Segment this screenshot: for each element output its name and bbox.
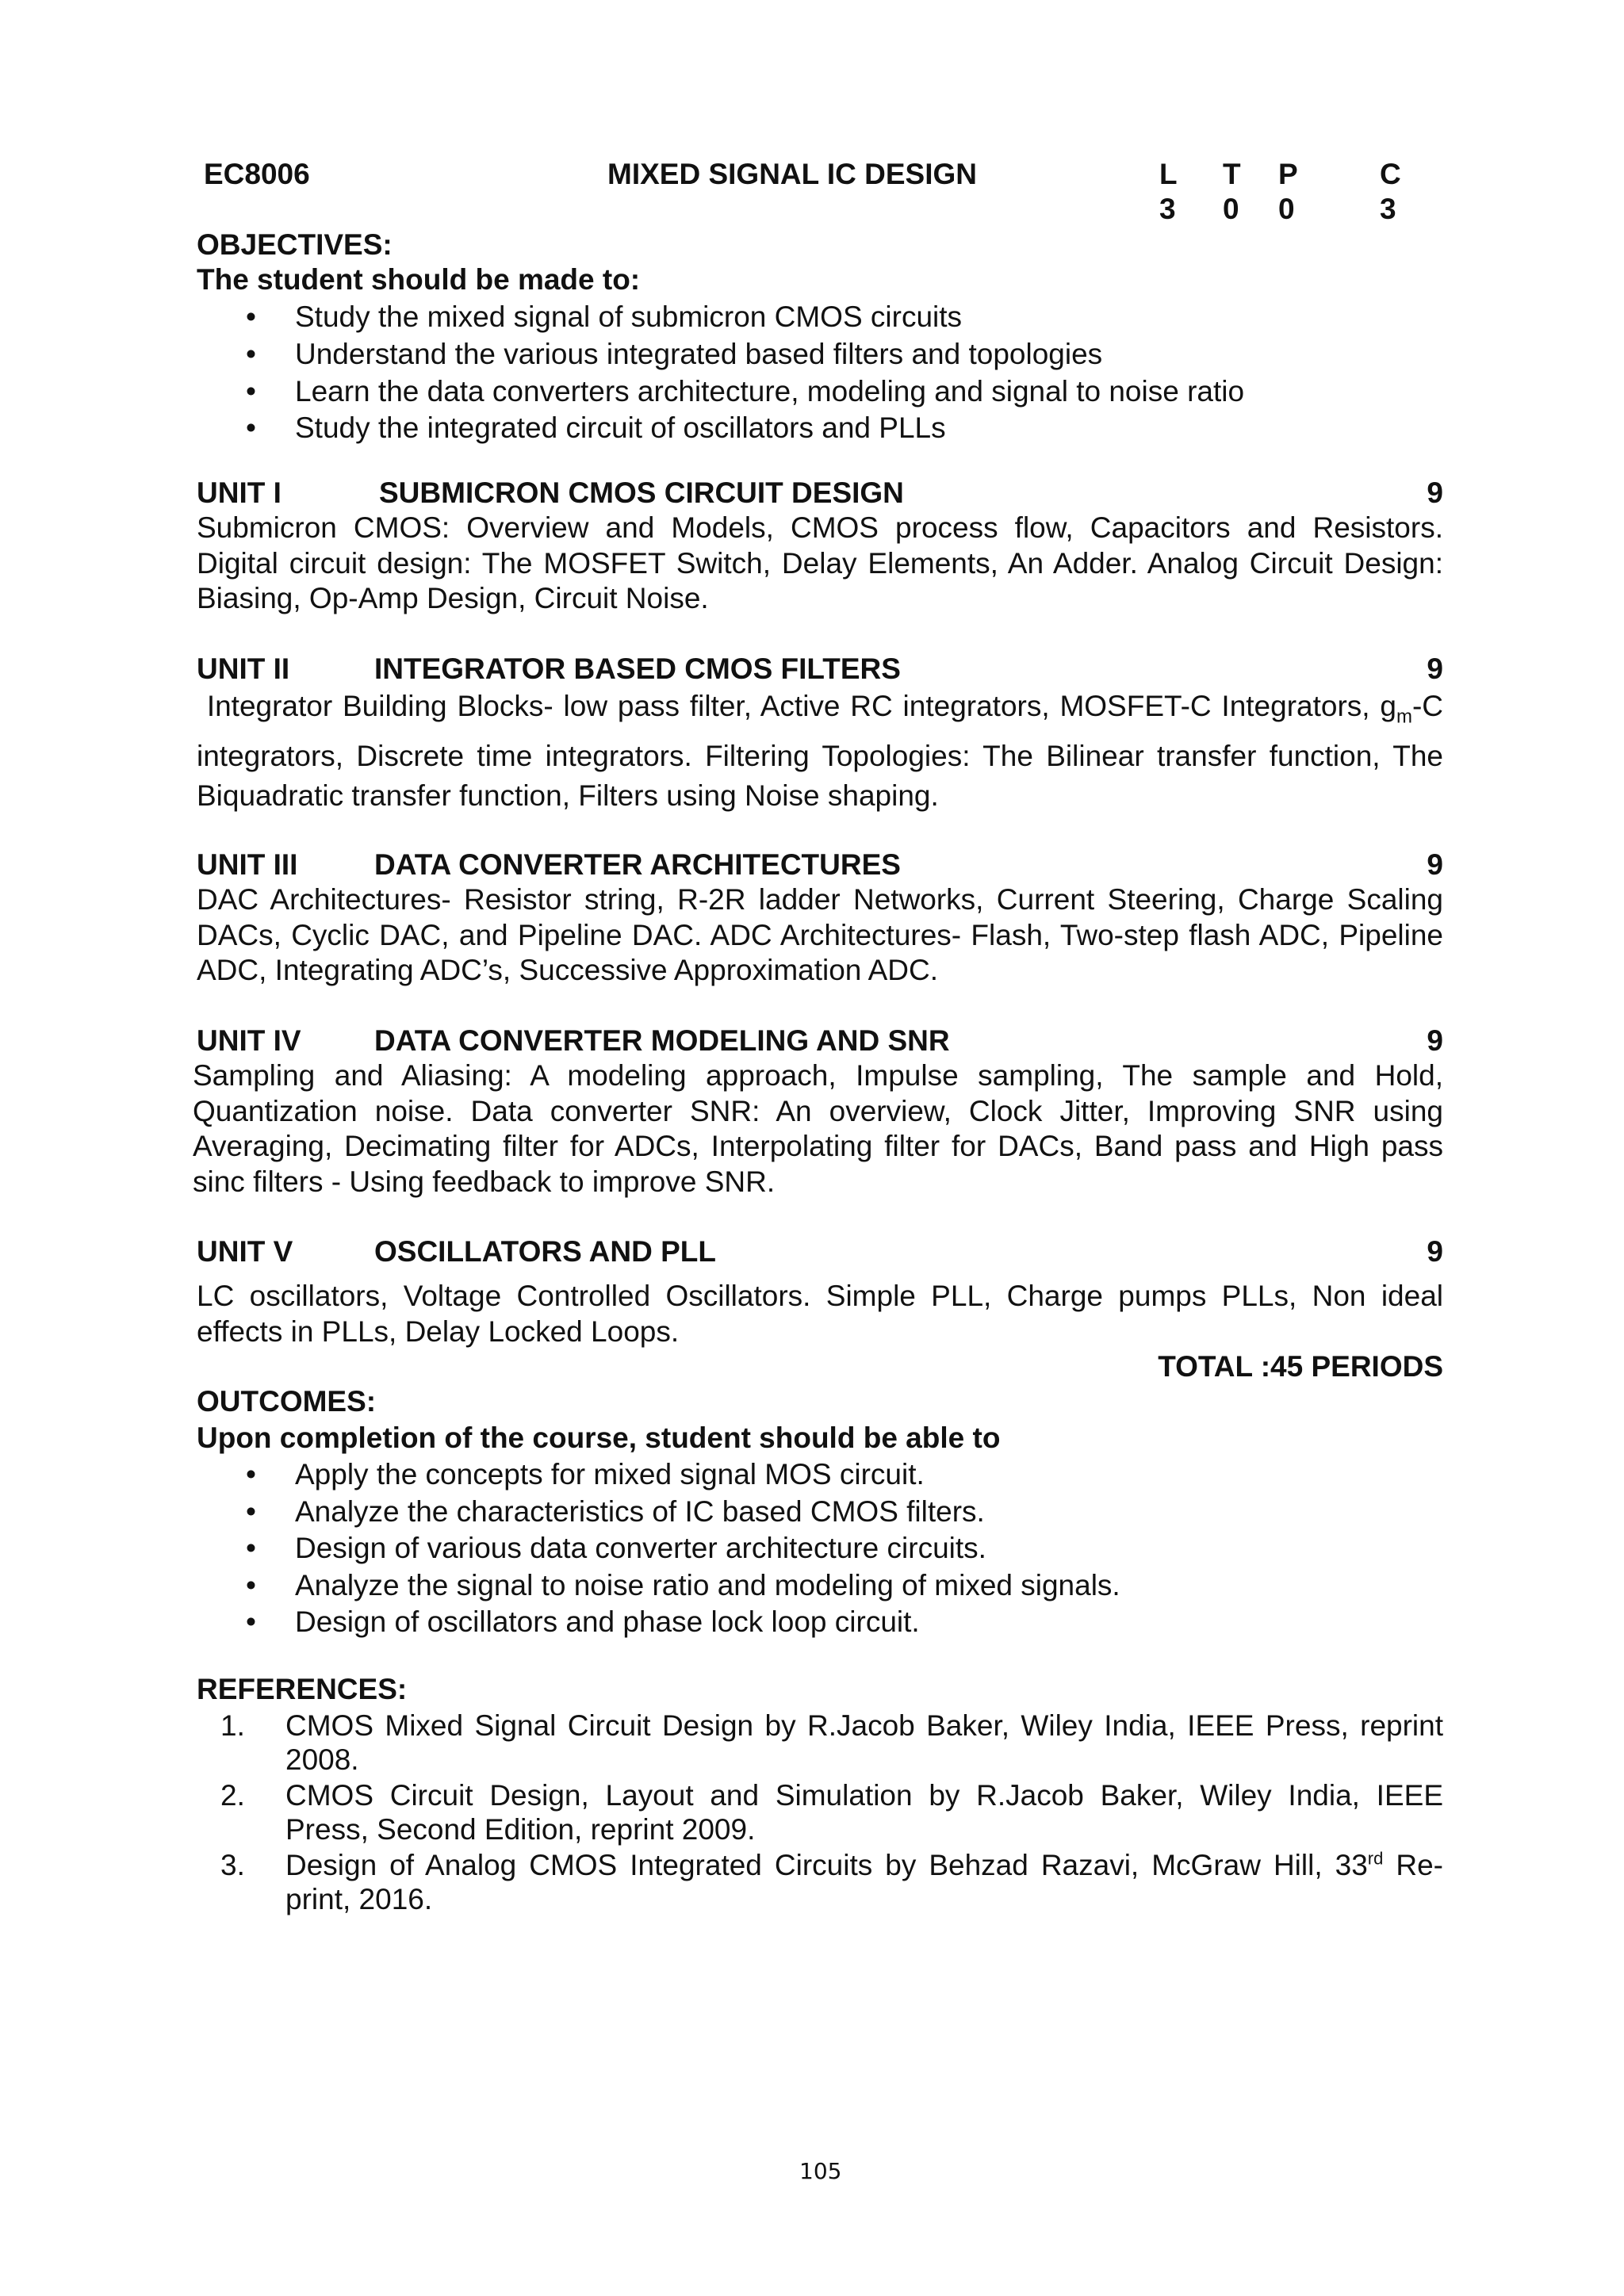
unit-1-body: Submicron CMOS: Overview and Models, CMOS process flow, Capacitors and Resistors. Digital circuit design: The MOSFET Switch, Delay Elements, An Adder. Analog Circuit Design: Biasing, Op-Amp Design, Circuit Noise. — [197, 511, 1443, 614]
outcome-item: • Design of various data converter architecture circuits. — [295, 1531, 986, 1566]
ltpc-value-p: 0 — [1278, 193, 1295, 225]
unit-4-body: Sampling and Aliasing: A modeling approach, Impulse sampling, The sample and Hold, Quantization noise. Data converter SNR: An overview, Clock Jitter, Improving SNR using Averaging, Decimating filter for ADCs, Interpolating filter for DACs, Band pass and High pass sinc filters - Using feedback to improve SNR. — [193, 1059, 1443, 1198]
unit-hours: 9 — [1427, 652, 1443, 685]
unit-hours: 9 — [1427, 848, 1443, 881]
reference-item: CMOS Mixed Signal Circuit Design by R.Jacob Baker, Wiley India, IEEE Press, reprint 2008. — [285, 1709, 1443, 1776]
unit-1-heading — [197, 476, 1443, 511]
outcome-item: • Analyze the signal to noise ratio and modeling of mixed signals. — [295, 1568, 1120, 1603]
ltpc-value-c: 3 — [1380, 193, 1396, 225]
unit-2-heading — [197, 652, 1443, 687]
course-code: EC8006 — [204, 158, 310, 190]
references-heading: REFERENCES: — [197, 1673, 408, 1705]
unit-hours: 9 — [1427, 476, 1443, 509]
unit-3-heading — [197, 848, 1443, 882]
outcomes-heading: OUTCOMES: — [197, 1385, 377, 1418]
unit-hours: 9 — [1427, 1024, 1443, 1057]
unit-label: UNIT I — [197, 476, 282, 509]
unit-label: UNIT V — [197, 1235, 293, 1268]
objectives-heading: OBJECTIVES: — [197, 228, 393, 261]
course-title: MIXED SIGNAL IC DESIGN — [607, 158, 977, 190]
unit-2-body-post: -C integrators, Discrete time integrators. Filtering Topologies: The Bilinear transfer function, The Biquadratic transfer function, Filters using Noise shaping. — [197, 690, 1452, 813]
objective-item: • Learn the data converters architecture, modeling and signal to noise ratio — [295, 374, 1244, 409]
ltpc-label-t: T — [1223, 158, 1241, 190]
unit-title: INTEGRATOR BASED CMOS FILTERS — [374, 652, 901, 685]
unit-label: UNIT IV — [197, 1024, 301, 1057]
unit-2-body-sub: m — [1396, 706, 1412, 728]
reference-number: 2. — [220, 1779, 245, 1812]
unit-4-heading — [197, 1024, 1443, 1058]
reference-item — [285, 1848, 1443, 1916]
unit-title: SUBMICRON CMOS CIRCUIT DESIGN — [379, 476, 904, 509]
unit-2-body — [197, 687, 1452, 816]
reference-number: 1. — [220, 1709, 245, 1742]
unit-2-body-pre: Integrator Building Blocks- low pass filter, Active RC integrators, MOSFET-C Integrators, g — [197, 690, 1396, 722]
outcome-item: • Design of oscillators and phase lock loop circuit. — [295, 1605, 920, 1640]
unit-5-body: LC oscillators, Voltage Controlled Oscillators. Simple PLL, Charge pumps PLLs, Non ideal effects in PLLs, Delay Locked Loops. — [197, 1280, 1443, 1348]
reference-item: CMOS Circuit Design, Layout and Simulation by R.Jacob Baker, Wiley India, IEEE Press, Second Edition, reprint 2009. — [285, 1779, 1443, 1846]
ltpc-label-c: C — [1380, 158, 1401, 190]
outcome-item: • Apply the concepts for mixed signal MOS circuit. — [295, 1457, 925, 1492]
unit-label: UNIT II — [197, 652, 290, 685]
outcomes-intro: Upon completion of the course, student should be able to — [197, 1422, 1001, 1454]
ltpc-value-l: 3 — [1159, 193, 1176, 225]
reference-3-sup: rd — [1367, 1848, 1384, 1869]
objectives-intro: The student should be made to: — [197, 263, 641, 296]
unit-3-body: DAC Architectures- Resistor string, R-2R ladder Networks, Current Steering, Charge Scaling DACs, Cyclic DAC, and Pipeline DAC. ADC Architectures- Flash, Two-step flash ADC, Pipeline ADC, Integrating ADC’s, Successive Approximation ADC. — [197, 883, 1443, 986]
ltpc-label-l: L — [1159, 158, 1178, 190]
reference-3-post: Re-print, 2016. — [285, 1849, 1443, 1915]
unit-5-heading — [197, 1234, 1443, 1269]
reference-number: 3. — [220, 1849, 245, 1881]
objective-item: • Understand the various integrated based filters and topologies — [295, 337, 1102, 372]
objective-item: • Study the mixed signal of submicron CMOS circuits — [295, 300, 962, 335]
unit-title: DATA CONVERTER MODELING AND SNR — [374, 1024, 950, 1057]
reference-3-pre: Design of Analog CMOS Integrated Circuits by Behzad Razavi, McGraw Hill, 33 — [285, 1849, 1368, 1881]
total-periods: TOTAL :45 PERIODS — [1158, 1350, 1443, 1383]
unit-hours: 9 — [1427, 1235, 1443, 1268]
outcome-item: • Analyze the characteristics of IC based CMOS filters. — [295, 1494, 985, 1529]
page-number: 105 — [799, 2158, 842, 2184]
unit-label: UNIT III — [197, 848, 298, 881]
objective-item: • Study the integrated circuit of oscillators and PLLs — [295, 411, 946, 446]
unit-title: OSCILLATORS AND PLL — [374, 1235, 716, 1268]
ltpc-label-p: P — [1278, 158, 1298, 190]
unit-title: DATA CONVERTER ARCHITECTURES — [374, 848, 901, 881]
ltpc-value-t: 0 — [1223, 193, 1239, 225]
